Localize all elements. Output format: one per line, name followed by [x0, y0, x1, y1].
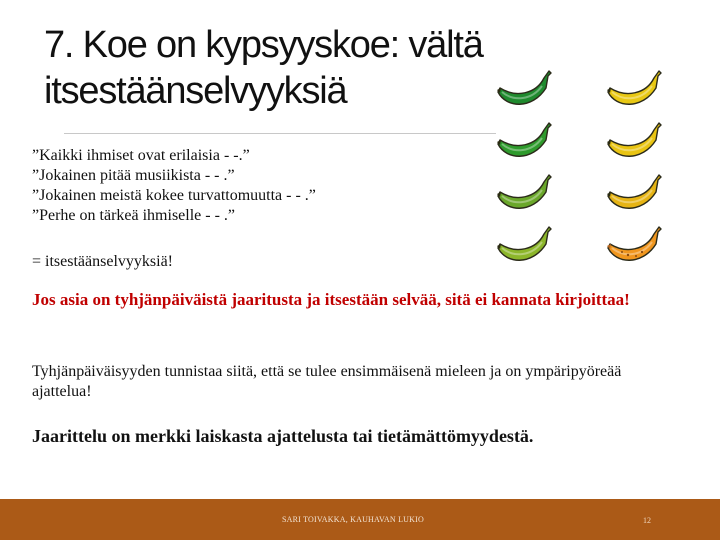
green-banana-icon	[492, 222, 554, 270]
yellow-banana-icon	[602, 66, 664, 114]
footer-bar	[0, 499, 720, 540]
green-banana-icon	[492, 66, 554, 114]
quote-item: ”Jokainen meistä kokee turvattomuutta - - .”	[32, 187, 316, 204]
closing-statement: Jaarittelu on merkki laiskasta ajattelusta tai tietämättömyydestä.	[32, 426, 534, 446]
quote-item: ”Kaikki ihmiset ovat erilaisia - -.”	[32, 147, 250, 164]
quote-list	[32, 146, 472, 226]
yellow-banana-icon	[602, 170, 664, 218]
yellow-banana-icon	[602, 118, 664, 166]
title-divider	[64, 133, 496, 134]
conclusion-text: = itsestäänselvyyksiä!	[32, 253, 173, 270]
footer-author: SARI TOIVAKKA, KAUHAVAN LUKIO	[282, 515, 424, 524]
quote-item: ”Perhe on tärkeä ihmiselle - - .”	[32, 207, 236, 224]
slide-title: 7. Koe on kypsyyskoe: vältä itsestäänselvyyksiä	[44, 24, 483, 112]
quote-item: ”Jokainen pitää musiikista - - .”	[32, 167, 235, 184]
green-banana-icon	[492, 118, 554, 166]
green-banana-icon	[492, 170, 554, 218]
page-number: 12	[643, 516, 651, 525]
explanation-text: Tyhjänpäiväisyyden tunnistaa siitä, että se tulee ensimmäisenä mieleen ja on ympäripyöreää ajattelua!	[32, 363, 622, 400]
warning-text: Jos asia on tyhjänpäiväistä jaaritusta ja itsestään selvää, sitä ei kannata kirjoittaa!	[32, 290, 630, 309]
orange-banana-icon	[602, 222, 664, 270]
